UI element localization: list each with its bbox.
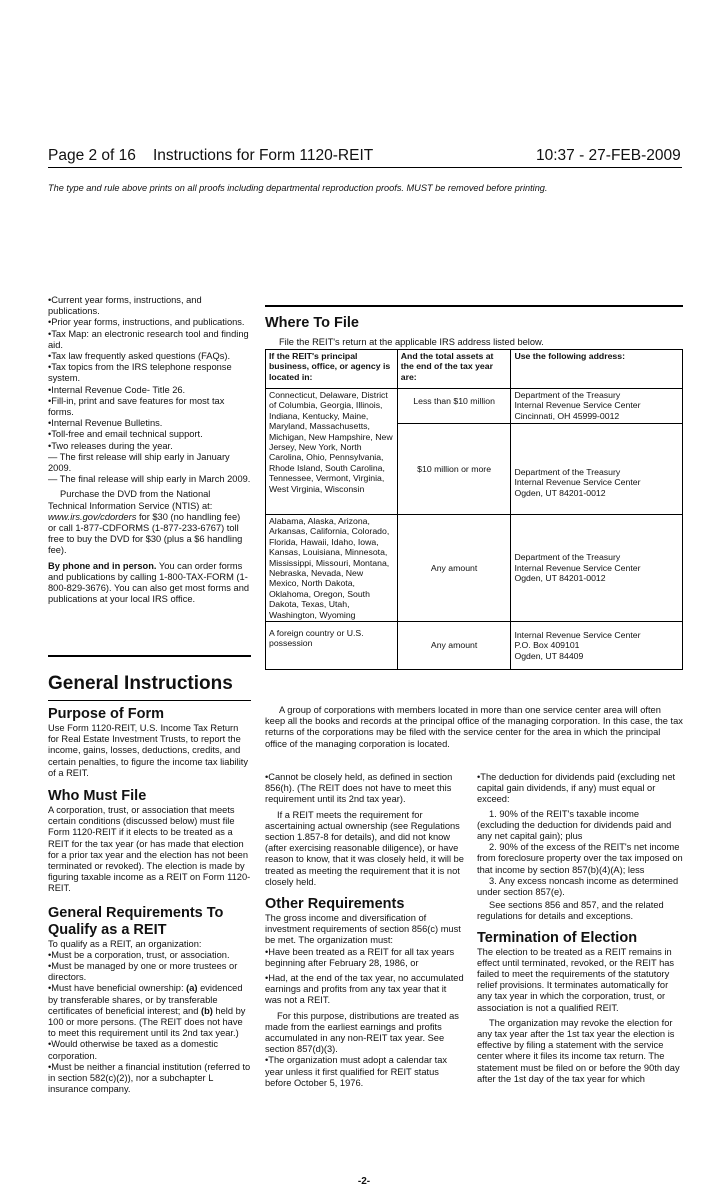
distribution-paragraph: For this purpose, distributions are treated as made from the earliest earnings and profits accumulated in any non-REIT tax year. See section 857(d)(3). [265,1010,459,1055]
requirements-intro: To qualify as a REIT, an organization: [48,938,202,949]
list-item: • Toll-free and email technical support. [48,429,251,440]
list-item: • Tax law frequently asked questions (FAQs). [48,351,251,362]
list-item: • Internal Revenue Bulletins. [48,418,251,429]
general-rule [48,700,251,701]
list-item: • Must be managed by one or more trustees or directors. [48,961,251,983]
dvd-paragraph: Purchase the DVD from the National Technical Information Service (NTIS) at: www.irs.gov/cdorders for $30 (no handling fee) or call 1-877-CDFORMS (1-877-233-6767) toll free to buy the DVD for $30 (plus a $6 handling fee). [48,489,243,556]
where-rule [265,305,683,307]
asset-cell: Any amount [397,622,511,670]
revoke-paragraph: The organization may revoke the election for any tax year after the 1st tax year the election is effective by filing a statement with the service center where it files its income tax return. The statement must be filed on or before the 90th day after the 1st day of the tax year for which [477,1017,680,1084]
table-row [266,622,683,670]
other-intro: The gross income and diversification of investment requirements of section 856(c) must be met. The organization must: [265,913,461,946]
list-item: 1. 90% of the REIT's taxable income (excluding the deduction for dividends paid and any net capital gain); plus [477,808,672,842]
header-page: Page 2 of 16 [48,147,136,164]
list-item: • Two releases during the year. [48,441,251,452]
list-item: 3. Any excess noncash income as determined under section 857(e). [477,875,679,898]
list-item: • Tax Map: an electronic research tool and finding aid. [48,329,251,351]
list-item: • Internal Revenue Code- Title 26. [48,385,251,396]
address-cell: Internal Revenue Service Center P.O. Box 409101 Ogden, UT 84409 [511,622,683,670]
header-timestamp: 10:37 - 27-FEB-2009 [536,147,681,164]
list-item: • Tax topics from the IRS telephone response system. [48,362,251,384]
other-requirements-heading: Other Requirements [265,896,405,913]
list-item: • Would otherwise be taxed as a domestic corporation. [48,1039,251,1061]
table-header: Use the following address: [511,350,683,389]
table-row [266,389,683,424]
list-item: • The organization must adopt a calendar tax year unless it first qualified for REIT status before October 5, 1976. [265,1055,465,1089]
address-cell: Department of the Treasury Internal Revenue Service Center Cincinnati, OH 45999-0012 [511,389,683,424]
list-item: — The final release will ship early in March 2009. [48,474,251,485]
purpose-heading: Purpose of Form [48,706,165,722]
header-rule [48,167,682,168]
states-cell: A foreign country or U.S. possession [266,622,398,670]
address-table [265,349,683,670]
states-cell: Connecticut, Delaware, District of Columbia, Georgia, Illinois, Indiana, Kentucky, Maine, Maryland, Massachusetts, Michigan, New Hampshire, New Jersey, New York, North Carolina, Ohio, Pennsylvania, Rhode Island, South Carolina, Tennessee, Vermont, Virginia, West Virginia, Wisconsin [266,389,398,515]
list-item: • Had, at the end of the tax year, no accumulated earnings and profits from any tax year that it was not a REIT. [265,973,465,1007]
table-header: If the REIT's principal business, office, or agency is located in: [266,350,398,389]
purpose-text: Use Form 1120-REIT, U.S. Income Tax Return for Real Estate Investment Trusts, to report the income, gains, losses, deductions, credits, and certain penalties, to figure the income tax liability of a REIT. [48,723,248,778]
group-paragraph: A group of corporations with members located in more than one service center area will often keep all the books and records at the principal office of the managing corporation. In this case, the tax returns of the corporations may be filed with the service center for the area in which the principal office of the managing corporation is located. [265,705,683,749]
asset-cell: Less than $10 million [397,389,511,424]
list-item: • Have been treated as a REIT for all tax years beginning after February 28, 1986, or [265,947,465,969]
address-cell: Department of the Treasury Internal Revenue Service Center Ogden, UT 84201-0012 [511,424,683,515]
list-item: • The deduction for dividends paid (excluding net capital gain dividends, if any) must equal or exceed: [477,772,683,806]
column-1-bottom [48,706,251,1095]
termination-paragraph: The election to be treated as a REIT remains in effect until terminated, revoked, or the REIT has failed to meet the requirements of the statutory relief provisions. It terminates automatically for any tax year in which the corporation, trust, or association is not a qualified REIT. [477,946,675,1013]
column-1-top [48,295,251,605]
header-title: Instructions for Form 1120-REIT [153,147,374,164]
if-reit-paragraph: If a REIT meets the requirement for ascertaining actual ownership (see Regulations section 1.857-8 for details), and did not know (after exercising reasonable diligence), or have reason to know, that it was closely held, it will be treated as meeting the requirement that it is not closely held. [265,809,464,887]
table-header: And the total assets at the end of the tax year are: [397,350,511,389]
phone-paragraph: By phone and in person. You can order forms and publications by calling 1-800-TAX-FORM (1-800-829-3676). You can also get most forms and publications at your local IRS office. [48,560,250,605]
where-intro: File the REIT's return at the applicable IRS address listed below. [279,337,544,347]
list-item: • Fill-in, print and save features for most tax forms. [48,396,251,418]
requirements-heading: General Requirements To Qualify as a REIT [48,904,224,938]
table-row [266,515,683,622]
list-item: • Must be a corporation, trust, or association. [48,950,251,961]
table-header-row [266,350,683,389]
page-number: -2- [357,1176,371,1187]
list-item: • Prior year forms, instructions, and publications. [48,317,251,328]
address-cell: Department of the Treasury Internal Revenue Service Center Ogden, UT 84201-0012 [511,515,683,622]
asset-cell: Any amount [397,515,511,622]
list-item: • Must have beneficial ownership: (a) evidenced by transferable shares, or by transferable certificates of beneficial interest; and (b) held by 100 or more persons. (The REIT does not have to meet this requirement until its 2nd tax year.) [48,983,251,1039]
proof-note: The type and rule above prints on all proofs including departmental reproduction proofs. MUST be removed before printing. [48,183,548,193]
asset-cell: $10 million or more [397,424,511,515]
ntis-url[interactable]: www.irs.gov/cdorders [48,511,137,522]
column-1-rule [48,655,251,657]
column-2 [265,772,465,1089]
general-instructions-heading: General Instructions [48,673,233,694]
where-heading: Where To File [265,315,359,331]
list-item: • Must be neither a financial institution (referred to in section 582(c)(2)), nor a subchapter L insurance company. [48,1062,251,1096]
who-heading: Who Must File [48,788,147,805]
list-item: 2. 90% of the excess of the REIT's net income from foreclosure property over the tax imposed on that income by section 857(b)(4)(A); less [477,842,683,875]
list-item: • Cannot be closely held, as defined in section 856(h). (The REIT does not have to meet this requirement until its 2nd tax year). [265,772,465,806]
states-cell: Alabama, Alaska, Arizona, Arkansas, California, Colorado, Florida, Hawaii, Idaho, Iowa, Kansas, Louisiana, Minnesota, Mississippi, Missouri, Montana, Nebraska, Nevada, New Mexico, North Dakota, Oklahoma, Oregon, South Dakota, Texas, Utah, Washington, Wyoming [266,515,398,622]
list-item: — The first release will ship early in January 2009. [48,451,230,474]
who-text: A corporation, trust, or association that meets certain conditions (discussed below) must file Form 1120-REIT if it elects to be treated as a REIT for the tax year (or has made that election for a prior tax year and the election has not been terminated or revoked). The election is made by figuring taxable income as a REIT on Form 1120-REIT. [48,805,251,894]
see-sections-paragraph: See sections 856 and 857, and the related regulations for details and exceptions. [477,900,664,922]
column-3 [477,772,683,1085]
list-item: • Current year forms, instructions, and publications. [48,295,251,317]
termination-heading: Termination of Election [477,929,638,946]
